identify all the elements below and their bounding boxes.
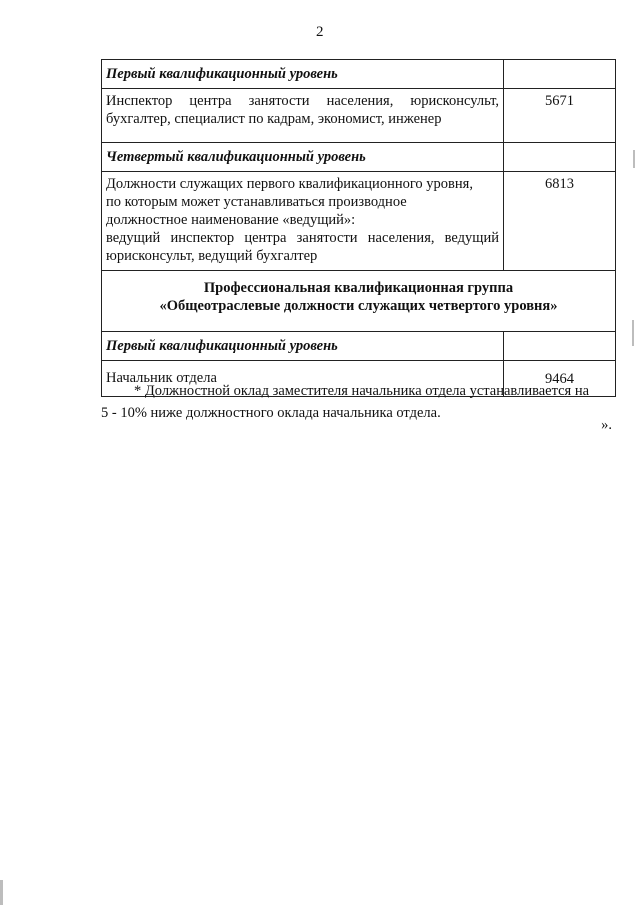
footnote-line: * Должностной оклад заместителя начальника отдела устанавливается на xyxy=(134,383,590,399)
position-line: ведущий инспектор центра занятости населения, ведущий xyxy=(106,230,499,246)
position-row xyxy=(102,89,616,143)
footnote-line: 5 - 10% ниже должностного оклада начальника отдела. xyxy=(101,405,441,421)
professional-group-row xyxy=(102,271,616,332)
qualification-level-label: Первый квалификационный уровень xyxy=(102,60,504,89)
scan-artifact-mark xyxy=(0,880,3,905)
position-line: по которым может устанавливаться производное xyxy=(106,194,407,210)
salary-cell: 9464 xyxy=(504,361,616,397)
salary-cell: 6813 xyxy=(504,172,616,271)
salary-table xyxy=(101,59,616,397)
group-title-line: «Общеотраслевые должности служащих четвертого уровня» xyxy=(159,298,558,314)
position-line: должностное наименование «ведущий»: xyxy=(106,212,356,228)
professional-group-title xyxy=(102,271,616,332)
qualification-level-row xyxy=(102,332,616,361)
empty-salary-cell xyxy=(504,60,616,89)
position-name-cell: Начальник отдела xyxy=(102,361,504,397)
empty-salary-cell xyxy=(504,143,616,172)
qualification-level-row xyxy=(102,143,616,172)
position-line: Должности служащих первого квалификационного уровня, xyxy=(106,176,473,192)
position-line: бухгалтер, специалист по кадрам, экономист, инженер xyxy=(106,111,442,127)
group-title-line: Профессиональная квалификационная группа xyxy=(203,280,514,296)
position-name-cell xyxy=(102,172,504,271)
position-line: юрисконсульт, ведущий бухгалтер xyxy=(106,248,318,264)
position-row xyxy=(102,172,616,271)
scan-artifact-mark xyxy=(632,320,634,346)
qualification-level-label: Первый квалификационный уровень xyxy=(102,332,504,361)
salary-cell: 5671 xyxy=(504,89,616,143)
position-name-cell xyxy=(102,89,504,143)
position-line: Инспектор центра занятости населения, юрисконсульт, xyxy=(106,93,499,109)
footnote xyxy=(101,380,615,424)
qualification-level-label: Четвертый квалификационный уровень xyxy=(102,143,504,172)
qualification-level-row xyxy=(102,60,616,89)
scan-artifact-mark xyxy=(633,150,635,168)
empty-salary-cell xyxy=(504,332,616,361)
closing-quote: ». xyxy=(601,417,612,433)
page-number: 2 xyxy=(316,24,324,40)
